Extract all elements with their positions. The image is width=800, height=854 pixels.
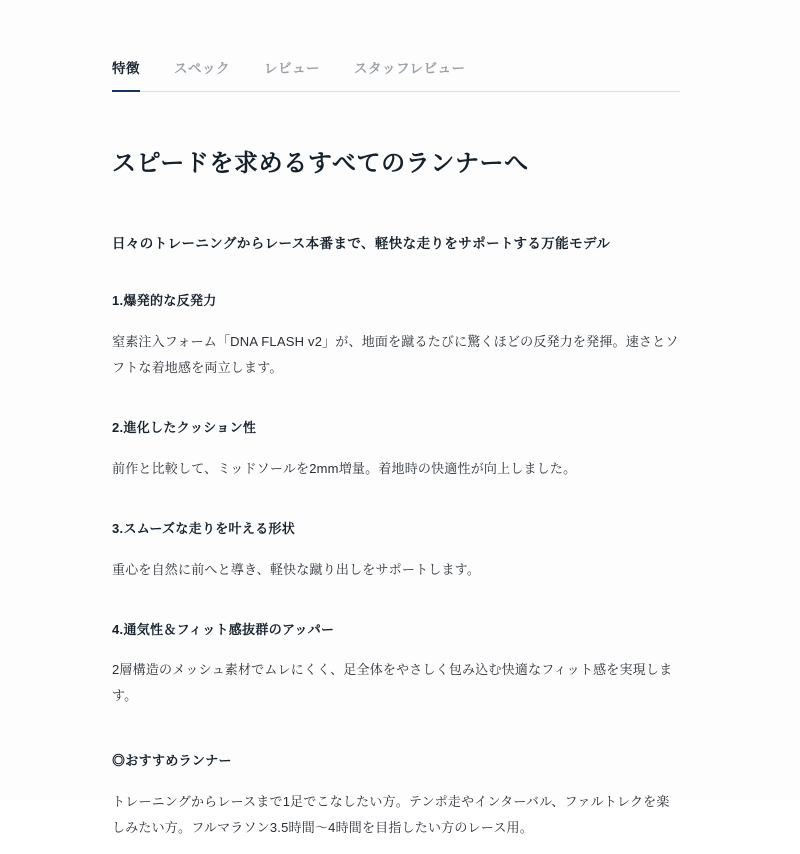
section-body-4: 2層構造のメッシュ素材でムレにくく、足全体をやさしく包み込む快適なフィット感を実現します。 xyxy=(112,662,673,704)
tab-features[interactable]: 特徴 xyxy=(112,57,140,91)
section-title-3: 3.スムーズな走りを叶える形状 xyxy=(112,520,296,536)
section-title-4: 4.通気性＆フィット感抜群のアッパー xyxy=(112,621,335,637)
tab-bar xyxy=(112,52,680,92)
section-title-1: 1.爆発的な反発力 xyxy=(112,293,217,309)
content-column xyxy=(112,0,680,854)
section-body-1: 窒素注入フォーム「DNA FLASH v2」が、地面を蹴るたびに驚くほどの反発力を発揮。速さとソフトな着地感を両立します。 xyxy=(112,333,679,375)
tab-spec[interactable]: スペック xyxy=(174,61,230,76)
tab-staff-review[interactable]: スタッフレビュー xyxy=(354,61,466,76)
tab-review[interactable]: レビュー xyxy=(264,61,320,76)
section-title-2: 2.進化したクッション性 xyxy=(112,419,257,435)
page-title: スピードを求めるすべてのランナーへ xyxy=(112,150,529,177)
section-body-recommended: トレーニングからレースまで1足でこなしたい方。テンポ走やインターバル、ファルトレクを楽しみたい方。フルマラソン3.5時間〜4時間を目指したい方のレース用。 xyxy=(112,794,670,836)
article-lead: 日々のトレーニングからレース本番まで、軽快な走りをサポートする万能モデル xyxy=(112,235,611,251)
section-body-3: 重心を自然に前へと導き、軽快な蹴り出しをサポートします。 xyxy=(112,561,481,577)
section-title-recommended: ◎おすすめランナー xyxy=(112,753,232,769)
section-body-2: 前作と比較して、ミッドソールを2mm増量。着地時の快適性が向上しました。 xyxy=(112,460,577,476)
